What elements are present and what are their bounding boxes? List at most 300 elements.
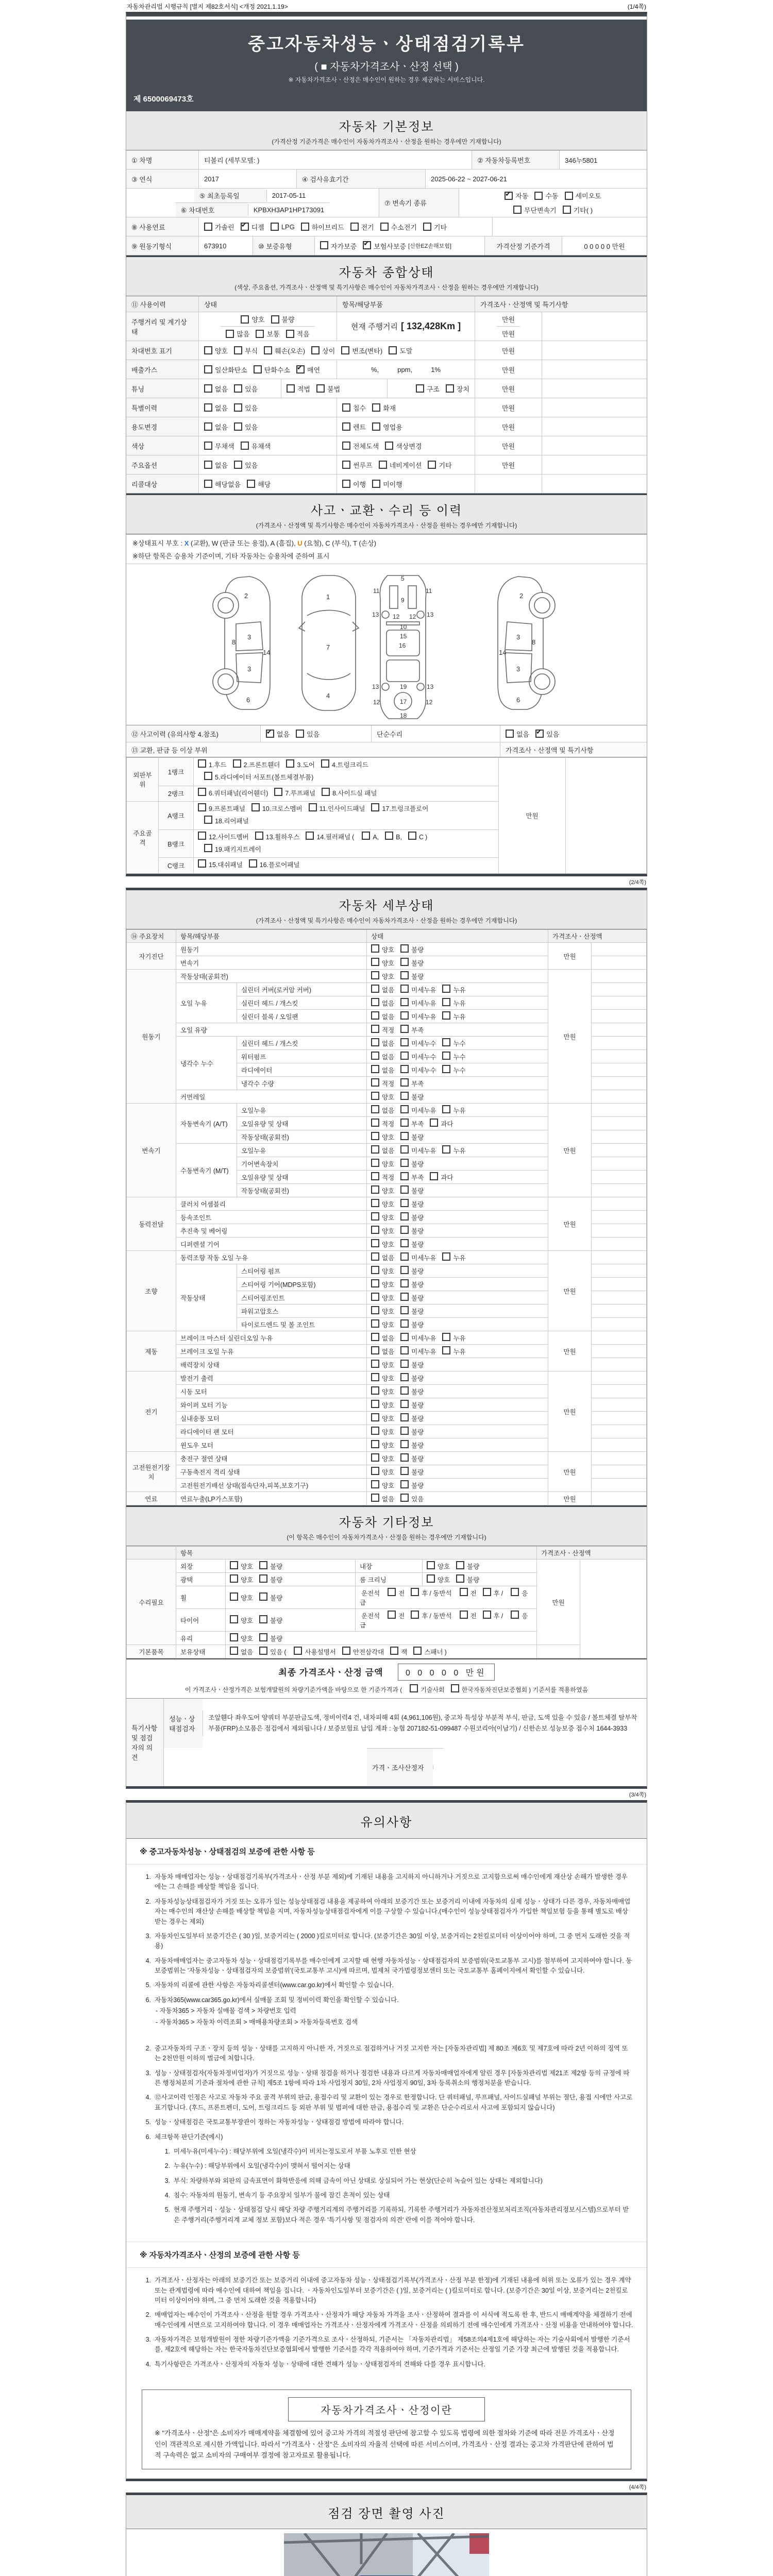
checkbox-불량[interactable] bbox=[259, 1592, 267, 1601]
checkbox-많음[interactable] bbox=[226, 330, 234, 338]
checkbox-일산화탄소[interactable] bbox=[204, 365, 212, 374]
checkbox-label: 미이행 bbox=[383, 480, 402, 488]
checkbox-불량[interactable] bbox=[259, 1561, 267, 1569]
detail-state-checks bbox=[367, 1037, 548, 1050]
value-transmission bbox=[459, 189, 647, 217]
checkbox-9.프론트패널[interactable] bbox=[198, 803, 206, 811]
checkbox-없음[interactable] bbox=[266, 730, 274, 738]
checkbox-label: 양호 bbox=[382, 1241, 395, 1248]
checkbox-기타( )[interactable] bbox=[563, 206, 571, 214]
checkbox-세미오토[interactable] bbox=[565, 192, 573, 200]
checkbox-양호[interactable] bbox=[427, 1561, 435, 1569]
checkbox-label: 응급 bbox=[360, 1613, 528, 1629]
checkbox-누수[interactable] bbox=[442, 1038, 450, 1046]
checkbox-전기[interactable] bbox=[350, 223, 359, 231]
inline-text: ) bbox=[444, 1649, 447, 1656]
checkbox-양호[interactable] bbox=[230, 1574, 238, 1583]
checkbox-label: 14.필러패널 bbox=[316, 833, 351, 841]
checkbox-양호[interactable] bbox=[371, 1453, 379, 1462]
checkbox-적정[interactable] bbox=[371, 1078, 379, 1087]
detail-notes bbox=[592, 1104, 647, 1117]
checkbox-불량[interactable] bbox=[400, 1373, 409, 1381]
checkbox-불량[interactable] bbox=[400, 1306, 409, 1314]
checkbox-불량[interactable] bbox=[400, 1360, 409, 1368]
checkbox-적법[interactable] bbox=[287, 384, 295, 393]
checkbox-불량[interactable] bbox=[400, 1266, 409, 1274]
checkbox-label: 누유 bbox=[453, 1255, 466, 1262]
checkbox-양호[interactable] bbox=[230, 1561, 238, 1569]
checkbox-안전삼각대[interactable] bbox=[342, 1647, 350, 1655]
detail-item-label: 냉각수 누수 bbox=[176, 1037, 237, 1090]
checkbox-미이행[interactable] bbox=[372, 480, 380, 488]
checkbox-렌트[interactable] bbox=[342, 422, 350, 431]
detail-state-checks bbox=[367, 1238, 548, 1251]
checkbox-미세누유[interactable] bbox=[400, 998, 409, 1006]
checkbox-불량[interactable] bbox=[259, 1615, 267, 1623]
checkbox-label: 불량 bbox=[411, 1241, 424, 1248]
checkbox-양호[interactable] bbox=[241, 315, 249, 324]
checkbox-누유[interactable] bbox=[442, 1105, 450, 1113]
checkbox-불량[interactable] bbox=[400, 1185, 409, 1194]
device-group-label: 고전원전기장치 bbox=[127, 1452, 176, 1492]
checkbox-8.사이드실 패널[interactable] bbox=[322, 788, 330, 796]
checkbox-양호[interactable] bbox=[371, 971, 379, 979]
detail-part-label: 실린더 헤드 / 개스킷 bbox=[237, 1037, 367, 1050]
checkbox-장치[interactable] bbox=[446, 384, 454, 393]
checkbox-불량[interactable] bbox=[259, 1633, 267, 1641]
checkbox-양호[interactable] bbox=[371, 1226, 379, 1234]
checkbox-6.쿼터패널(리어휀더)[interactable] bbox=[198, 788, 206, 796]
detail-state-checks bbox=[367, 1398, 548, 1412]
checkbox-있음[interactable] bbox=[234, 422, 242, 431]
checkbox-누수[interactable] bbox=[442, 1065, 450, 1073]
notice-subtext: 현재 주행거리ㆍ성능ㆍ상태점검 당시 해당 차량 주행거리계의 주행거리를 기록하되, 기록한 주행거리가 자동차전산정보처리조직(자동차관리정보시스템)으로부터 받은 주행거리(주행거리계 교체 정보 포함)보다 적은 경우 '특기사항 및 점검자의 의견' 란에 이를 적어야 합니다. bbox=[174, 2206, 629, 2224]
checkbox-미세누수[interactable] bbox=[400, 1038, 409, 1046]
checkbox-양호[interactable] bbox=[371, 1386, 379, 1395]
checkbox-불량[interactable] bbox=[400, 1159, 409, 1167]
checkbox-부족[interactable] bbox=[400, 1025, 409, 1033]
inspector-label: 성능ㆍ상태점검자 bbox=[164, 1699, 203, 1748]
checkbox-양호[interactable] bbox=[371, 1092, 379, 1100]
checkbox-양호[interactable] bbox=[371, 1373, 379, 1381]
checkbox-미세누유[interactable] bbox=[400, 1145, 409, 1154]
checkbox-부족[interactable] bbox=[400, 1118, 409, 1127]
detail-row bbox=[127, 1452, 647, 1465]
checkbox-수소전기[interactable] bbox=[380, 223, 389, 231]
checkbox-누수[interactable] bbox=[442, 1052, 450, 1060]
checkbox-미세누수[interactable] bbox=[400, 1065, 409, 1073]
detail-item-label: 실내송풍 모터 bbox=[176, 1412, 367, 1425]
checkbox-침수[interactable] bbox=[342, 403, 350, 412]
checkbox-부족[interactable] bbox=[400, 1172, 409, 1180]
checkbox-양호[interactable] bbox=[371, 1319, 379, 1328]
label-vin: ⑥ 차대번호 bbox=[176, 203, 248, 217]
checkbox-불량[interactable] bbox=[400, 1386, 409, 1395]
checkbox-불량[interactable] bbox=[400, 1226, 409, 1234]
checkbox-없음[interactable] bbox=[371, 1105, 379, 1113]
checkbox-미세누수[interactable] bbox=[400, 1052, 409, 1060]
checkbox-label: 10.크로스멤버 bbox=[262, 805, 303, 813]
checkbox-불량[interactable] bbox=[400, 1319, 409, 1328]
checkbox-있음[interactable] bbox=[234, 403, 242, 412]
checkbox-적음[interactable] bbox=[286, 330, 294, 338]
checkbox-잭[interactable] bbox=[390, 1647, 398, 1655]
label-warranty: ⑩ 보증유형 bbox=[253, 236, 314, 255]
detail-item-label: 디퍼렌셜 기어 bbox=[176, 1238, 367, 1251]
checkbox-스패너[interactable] bbox=[413, 1647, 422, 1655]
checkbox-4.트렁크리드[interactable] bbox=[321, 759, 329, 768]
checkbox-양호[interactable] bbox=[371, 1400, 379, 1408]
checkbox-양호[interactable] bbox=[204, 346, 212, 354]
checkbox-label: 양호 bbox=[382, 1429, 395, 1436]
text: 19 bbox=[400, 683, 407, 690]
checkbox-양호[interactable] bbox=[371, 1212, 379, 1221]
checkbox-과다[interactable] bbox=[430, 1118, 438, 1127]
checkbox-기술사회[interactable] bbox=[410, 1684, 418, 1692]
checkbox-전체도색[interactable] bbox=[342, 442, 350, 450]
checkbox-15.대쉬패널[interactable] bbox=[198, 859, 206, 868]
checkbox-양호[interactable] bbox=[371, 1199, 379, 1207]
checkbox-양호[interactable] bbox=[371, 944, 379, 953]
checkbox-없음[interactable] bbox=[204, 403, 212, 412]
checkbox-없음[interactable] bbox=[371, 1333, 379, 1341]
detail-item-label: 배력장치 상태 bbox=[176, 1358, 367, 1371]
checkbox-B,[interactable] bbox=[385, 832, 393, 840]
checkbox-후[interactable] bbox=[411, 1588, 419, 1596]
checkbox-양호[interactable] bbox=[371, 1132, 379, 1140]
checkbox-label: 기타( ) bbox=[573, 206, 593, 214]
price-select-subtitle: ( ■ 자동차가격조사ㆍ산정 선택 ) bbox=[314, 61, 459, 73]
checkbox-C[interactable] bbox=[408, 832, 416, 840]
checkbox-불량[interactable] bbox=[400, 1239, 409, 1247]
checkbox-자동[interactable] bbox=[505, 192, 513, 200]
checkbox-18.리어패널[interactable] bbox=[204, 816, 212, 824]
rank-parts bbox=[194, 858, 499, 874]
remarks-rows bbox=[126, 1699, 647, 1786]
checkbox-label: 미세누유 bbox=[411, 1335, 436, 1342]
checkbox-없음[interactable] bbox=[371, 1494, 379, 1502]
checkbox-양호[interactable] bbox=[371, 1467, 379, 1475]
text: 11 bbox=[373, 587, 380, 595]
checkbox-label: 불량 bbox=[411, 1469, 424, 1476]
basic-items-group-label: 기본품목 bbox=[127, 1645, 176, 1658]
detail-state-checks bbox=[367, 1104, 548, 1117]
checkbox-양호[interactable] bbox=[371, 1266, 379, 1274]
checkbox-네비게이션[interactable] bbox=[379, 461, 387, 469]
checkbox-보험사보증[interactable] bbox=[363, 241, 371, 249]
checkbox-누유[interactable] bbox=[442, 1011, 450, 1020]
checkbox-있음[interactable] bbox=[259, 1647, 267, 1655]
checkbox-양호[interactable] bbox=[230, 1633, 238, 1641]
checkbox-양호[interactable] bbox=[371, 1239, 379, 1247]
checkbox-불법[interactable] bbox=[316, 384, 325, 393]
checkbox-2.프론트휀더[interactable] bbox=[233, 759, 241, 768]
checkbox-19.패키지트레이[interactable] bbox=[204, 844, 212, 852]
checkbox-무단변속기[interactable] bbox=[513, 206, 522, 214]
checkbox-불량[interactable] bbox=[400, 1132, 409, 1140]
checkbox-있음[interactable] bbox=[234, 461, 242, 469]
checkbox-전[interactable] bbox=[460, 1611, 468, 1619]
checkbox-탄화수소[interactable] bbox=[254, 365, 262, 374]
checkbox-해당[interactable] bbox=[247, 480, 255, 488]
checkbox-응급[interactable] bbox=[511, 1588, 519, 1596]
notice-text: 매매업자는 매수인이 가격조사ㆍ산정을 원할 경우 가격조사ㆍ산정자가 해당 자동차 가격을 조사ㆍ산정하여 결과를 이 서식에 적도록 한 후, 반드시 매매계약을 체결하기 전에 매수인에게 서면으로 고지하여야 합니다. 이 경우 매매업자는 가격조사ㆍ산정자에게 가격조사ㆍ산정을 의뢰하기 전에 매수인에게 가격조사ㆍ산정 비용을 안내하여야 합니다. bbox=[155, 2311, 633, 2329]
detail-item-label: 브레이크 마스터 실린더오일 누유 bbox=[176, 1331, 367, 1345]
checkbox-LPG[interactable] bbox=[271, 223, 279, 231]
checkbox-이행[interactable] bbox=[342, 480, 350, 488]
checkbox-후[interactable] bbox=[483, 1611, 491, 1619]
checkbox-상이[interactable] bbox=[311, 346, 320, 354]
price-unit: 만원 bbox=[501, 316, 515, 324]
checkbox-미세누유[interactable] bbox=[400, 1252, 409, 1261]
notice-text: 가격조사ㆍ산정자는 아래의 보증기간 또는 보증거리 이내에 중고자동차 성능ㆍ상태점검기록부(가격조사ㆍ산정 부분 한정)에 기재된 내용에 허위 또는 오류가 있는 경우 계약 또는 관계법령에 따라 매수인에 대하여 책임을 집니다. ㆍ자동차인도일부터 보증기간은 ( )일, 보증거리는 ( )킬로미터로 합니다. (보증기간은 30일 이상, 보증거리는 2천킬로미터 이상이어야 하며, 그 중 먼저 도래한 것을 적용합니다) bbox=[155, 2277, 631, 2304]
checkbox-전[interactable] bbox=[460, 1588, 468, 1596]
checkbox-불량[interactable] bbox=[400, 1293, 409, 1301]
checkbox-11.인사이드패널[interactable] bbox=[309, 803, 317, 811]
checkbox-label: 있음 bbox=[411, 1496, 424, 1503]
checkbox-10.크로스멤버[interactable] bbox=[251, 803, 260, 811]
checkbox-한국자동차진단보증협회[interactable] bbox=[451, 1684, 459, 1692]
checkbox-label: 11.인사이드패널 bbox=[319, 805, 365, 813]
checkbox-전[interactable] bbox=[388, 1588, 396, 1596]
checkbox-있음[interactable] bbox=[535, 730, 544, 738]
checkbox-없음[interactable] bbox=[371, 1065, 379, 1073]
checkbox-label: 적정 bbox=[382, 1027, 395, 1034]
checkbox-영업용[interactable] bbox=[372, 422, 380, 431]
detail-item-label: 시동 모터 bbox=[176, 1385, 367, 1398]
checkbox-양호[interactable] bbox=[230, 1615, 238, 1623]
checkbox-label: 사용설명서 bbox=[305, 1649, 336, 1656]
checkbox-응급[interactable] bbox=[511, 1611, 519, 1619]
checkbox-과다[interactable] bbox=[430, 1172, 438, 1180]
checkbox-해당없음[interactable] bbox=[204, 480, 212, 488]
checkbox-사용설명서[interactable] bbox=[294, 1647, 302, 1655]
detail-item-label: 와이퍼 모터 기능 bbox=[176, 1398, 367, 1412]
checkbox-수동[interactable] bbox=[534, 192, 543, 200]
checkbox-적정[interactable] bbox=[371, 1172, 379, 1180]
checkbox-양호[interactable] bbox=[371, 1306, 379, 1314]
checkbox-label: 없음 bbox=[382, 1348, 395, 1355]
checkbox-label: 양호 bbox=[382, 1321, 395, 1329]
checkbox-미세누유[interactable] bbox=[400, 1105, 409, 1113]
checkbox-양호[interactable] bbox=[371, 1185, 379, 1194]
checkbox-불량[interactable] bbox=[400, 1467, 409, 1475]
checkbox-적정[interactable] bbox=[371, 1025, 379, 1033]
checkbox-label: 불량 bbox=[411, 1161, 424, 1168]
checkbox-불량[interactable] bbox=[271, 315, 279, 324]
checkbox-양호[interactable] bbox=[427, 1574, 435, 1583]
price-unit: 만원 bbox=[475, 455, 542, 474]
notice-item bbox=[140, 1872, 633, 1892]
checkbox-없음[interactable] bbox=[371, 998, 379, 1006]
checkbox-변조(변타)[interactable] bbox=[341, 346, 349, 354]
checkbox-후[interactable] bbox=[483, 1588, 491, 1596]
checkbox-불량[interactable] bbox=[400, 958, 409, 966]
detail-notes bbox=[592, 1371, 647, 1385]
checkbox-보통[interactable] bbox=[256, 330, 264, 338]
checkbox-없음[interactable] bbox=[204, 384, 212, 393]
checkbox-양호[interactable] bbox=[230, 1592, 238, 1601]
detail-notes bbox=[592, 1291, 647, 1304]
checkbox-없음[interactable] bbox=[371, 985, 379, 993]
checkbox-label: 변조(변타) bbox=[352, 347, 383, 355]
checkbox-기타[interactable] bbox=[423, 223, 431, 231]
checkbox-label: 불량 bbox=[411, 973, 424, 980]
checkbox-후[interactable] bbox=[411, 1611, 419, 1619]
checkbox-누유[interactable] bbox=[442, 1333, 450, 1341]
page-1 bbox=[126, 12, 647, 876]
checkbox-미세누유[interactable] bbox=[400, 1346, 409, 1354]
checkbox-불량[interactable] bbox=[259, 1574, 267, 1583]
checkbox-부식[interactable] bbox=[234, 346, 242, 354]
checkbox-label: 양호 bbox=[382, 1188, 395, 1195]
text: 17 bbox=[400, 698, 407, 705]
price-unit: 만원 bbox=[475, 398, 542, 417]
checkbox-16.플로어패널[interactable] bbox=[249, 859, 257, 868]
checkbox-누유[interactable] bbox=[442, 998, 450, 1006]
checkbox-화재[interactable] bbox=[372, 403, 380, 412]
checkbox-불량[interactable] bbox=[400, 971, 409, 979]
checkbox-미세누유[interactable] bbox=[400, 1333, 409, 1341]
checkbox-누유[interactable] bbox=[442, 1346, 450, 1354]
checkbox-17.트렁크플로어[interactable] bbox=[371, 803, 379, 811]
checkbox-있음[interactable] bbox=[296, 730, 304, 738]
detail-row bbox=[127, 1104, 647, 1117]
checkbox-도말[interactable] bbox=[389, 346, 397, 354]
checkbox-있음[interactable] bbox=[234, 384, 242, 393]
checkbox-없음[interactable] bbox=[371, 1145, 379, 1154]
checkbox-불량[interactable] bbox=[400, 1199, 409, 1207]
usage-notes bbox=[542, 417, 647, 436]
checkbox-label: 불량 bbox=[467, 1563, 480, 1570]
text: 3 bbox=[516, 633, 520, 641]
checkbox-양호[interactable] bbox=[371, 1279, 379, 1287]
checkbox-없음[interactable] bbox=[371, 1011, 379, 1020]
checkbox-썬루프[interactable] bbox=[342, 461, 350, 469]
text: 11 bbox=[426, 587, 432, 595]
checkbox-label: 불량 bbox=[411, 1375, 424, 1382]
checkbox-label: 누유 bbox=[453, 1000, 466, 1007]
checkbox-미세누유[interactable] bbox=[400, 1011, 409, 1020]
checkbox-불량[interactable] bbox=[400, 1427, 409, 1435]
checkbox-불량[interactable] bbox=[400, 1279, 409, 1287]
checkbox-양호[interactable] bbox=[371, 1480, 379, 1488]
checkbox-양호[interactable] bbox=[371, 1159, 379, 1167]
checkbox-불량[interactable] bbox=[400, 1480, 409, 1488]
checkbox-5.라디에이터 서포트(볼트체결부품)[interactable] bbox=[204, 772, 212, 780]
checkbox-불량[interactable] bbox=[400, 1092, 409, 1100]
detail-item-label: 고전원전기배선 상태(접속단자,피복,보호기구) bbox=[176, 1479, 367, 1492]
checkbox-불량[interactable] bbox=[400, 1212, 409, 1221]
text: 10 bbox=[400, 623, 407, 631]
checkbox-양호[interactable] bbox=[371, 958, 379, 966]
checkbox-없음[interactable] bbox=[204, 422, 212, 431]
checkbox-누유[interactable] bbox=[442, 985, 450, 993]
checkbox-label: 한국자동차진단보증협회 bbox=[461, 1686, 528, 1693]
checkbox-누유[interactable] bbox=[442, 1252, 450, 1261]
notice-subnumber: 1. bbox=[164, 2147, 170, 2155]
checkbox-양호[interactable] bbox=[371, 1413, 379, 1421]
checkbox-label: 가솔린 bbox=[215, 223, 234, 231]
checkbox-없음[interactable] bbox=[230, 1647, 238, 1655]
checkbox-부족[interactable] bbox=[400, 1078, 409, 1087]
checkbox-매연[interactable] bbox=[296, 365, 305, 374]
checkbox-양호[interactable] bbox=[371, 1360, 379, 1368]
checkbox-불량[interactable] bbox=[400, 1453, 409, 1462]
checkbox-14.필러패널[interactable] bbox=[306, 832, 314, 840]
circle bbox=[529, 592, 555, 618]
checkbox-1.후드[interactable] bbox=[198, 759, 206, 768]
checkbox-기타[interactable] bbox=[428, 461, 436, 469]
color-label: 색상 bbox=[126, 436, 198, 455]
checkbox-하이브리드[interactable] bbox=[301, 223, 309, 231]
g bbox=[299, 575, 359, 710]
detail-part-label: 오일누유 bbox=[237, 1144, 367, 1157]
checkbox-label: 누수 bbox=[453, 1040, 466, 1047]
checkbox-가솔린[interactable] bbox=[204, 223, 212, 231]
checkbox-있음[interactable] bbox=[400, 1494, 409, 1502]
checkbox-7.루프패널[interactable] bbox=[274, 788, 282, 796]
row-exchange-header bbox=[126, 742, 647, 757]
checkbox-구조[interactable] bbox=[416, 384, 424, 393]
checkbox-양호[interactable] bbox=[371, 1293, 379, 1301]
checkbox-불량[interactable] bbox=[400, 1440, 409, 1448]
checkbox-label: 불량 bbox=[411, 1281, 424, 1289]
checkbox-불량[interactable] bbox=[400, 944, 409, 953]
checkbox-자가보증[interactable] bbox=[320, 241, 328, 249]
checkbox-13.휠하우스[interactable] bbox=[255, 832, 263, 840]
checkbox-미세누유[interactable] bbox=[400, 985, 409, 993]
checkbox-없음[interactable] bbox=[371, 1252, 379, 1261]
repair-group-label: 수리필요 bbox=[127, 1560, 176, 1645]
checkbox-label: 불량 bbox=[411, 1295, 424, 1302]
checkbox-label: 안전삼각대 bbox=[352, 1649, 384, 1656]
checkbox-없음[interactable] bbox=[204, 461, 212, 469]
checkbox-없음[interactable] bbox=[371, 1346, 379, 1354]
device-group-label: 제동 bbox=[127, 1331, 176, 1371]
checkbox-훼손(오손)[interactable] bbox=[264, 346, 272, 354]
checkbox-유채색[interactable] bbox=[241, 442, 249, 450]
checkbox-3.도어[interactable] bbox=[286, 759, 294, 768]
notice-heading-1: ※ 중고자동차성능ㆍ상태점검의 보증에 관한 사항 등 bbox=[126, 1839, 647, 1865]
checkbox-전[interactable] bbox=[388, 1611, 396, 1619]
checkbox-적정[interactable] bbox=[371, 1118, 379, 1127]
checkbox-label: 없음 bbox=[215, 404, 228, 412]
checkbox-없음[interactable] bbox=[371, 1052, 379, 1060]
page-2 bbox=[126, 888, 647, 1789]
checkbox-누유[interactable] bbox=[442, 1145, 450, 1154]
checkbox-색상변경[interactable] bbox=[385, 442, 393, 450]
checkbox-불량[interactable] bbox=[456, 1561, 464, 1569]
checkbox-A,[interactable] bbox=[362, 832, 370, 840]
col-parts: 항목/해당부품 bbox=[337, 296, 475, 312]
checkbox-없음[interactable] bbox=[506, 730, 514, 738]
detail-state-checks bbox=[367, 1264, 548, 1278]
checkbox-불량[interactable] bbox=[400, 1400, 409, 1408]
row-year bbox=[126, 169, 647, 188]
detail-part-label: 오일누유 bbox=[237, 1104, 367, 1117]
detail-item-label: 브레이크 오일 누유 bbox=[176, 1345, 367, 1358]
checkbox-양호[interactable] bbox=[371, 1440, 379, 1448]
detail-notes bbox=[592, 1197, 647, 1211]
checkbox-디젤[interactable] bbox=[241, 223, 249, 231]
checkbox-양호[interactable] bbox=[371, 1427, 379, 1435]
checkbox-불량[interactable] bbox=[456, 1574, 464, 1583]
checkbox-없음[interactable] bbox=[371, 1038, 379, 1046]
checkbox-12.사이드멤버[interactable] bbox=[198, 832, 206, 840]
checkbox-무채색[interactable] bbox=[204, 442, 212, 450]
checkbox-불량[interactable] bbox=[400, 1413, 409, 1421]
